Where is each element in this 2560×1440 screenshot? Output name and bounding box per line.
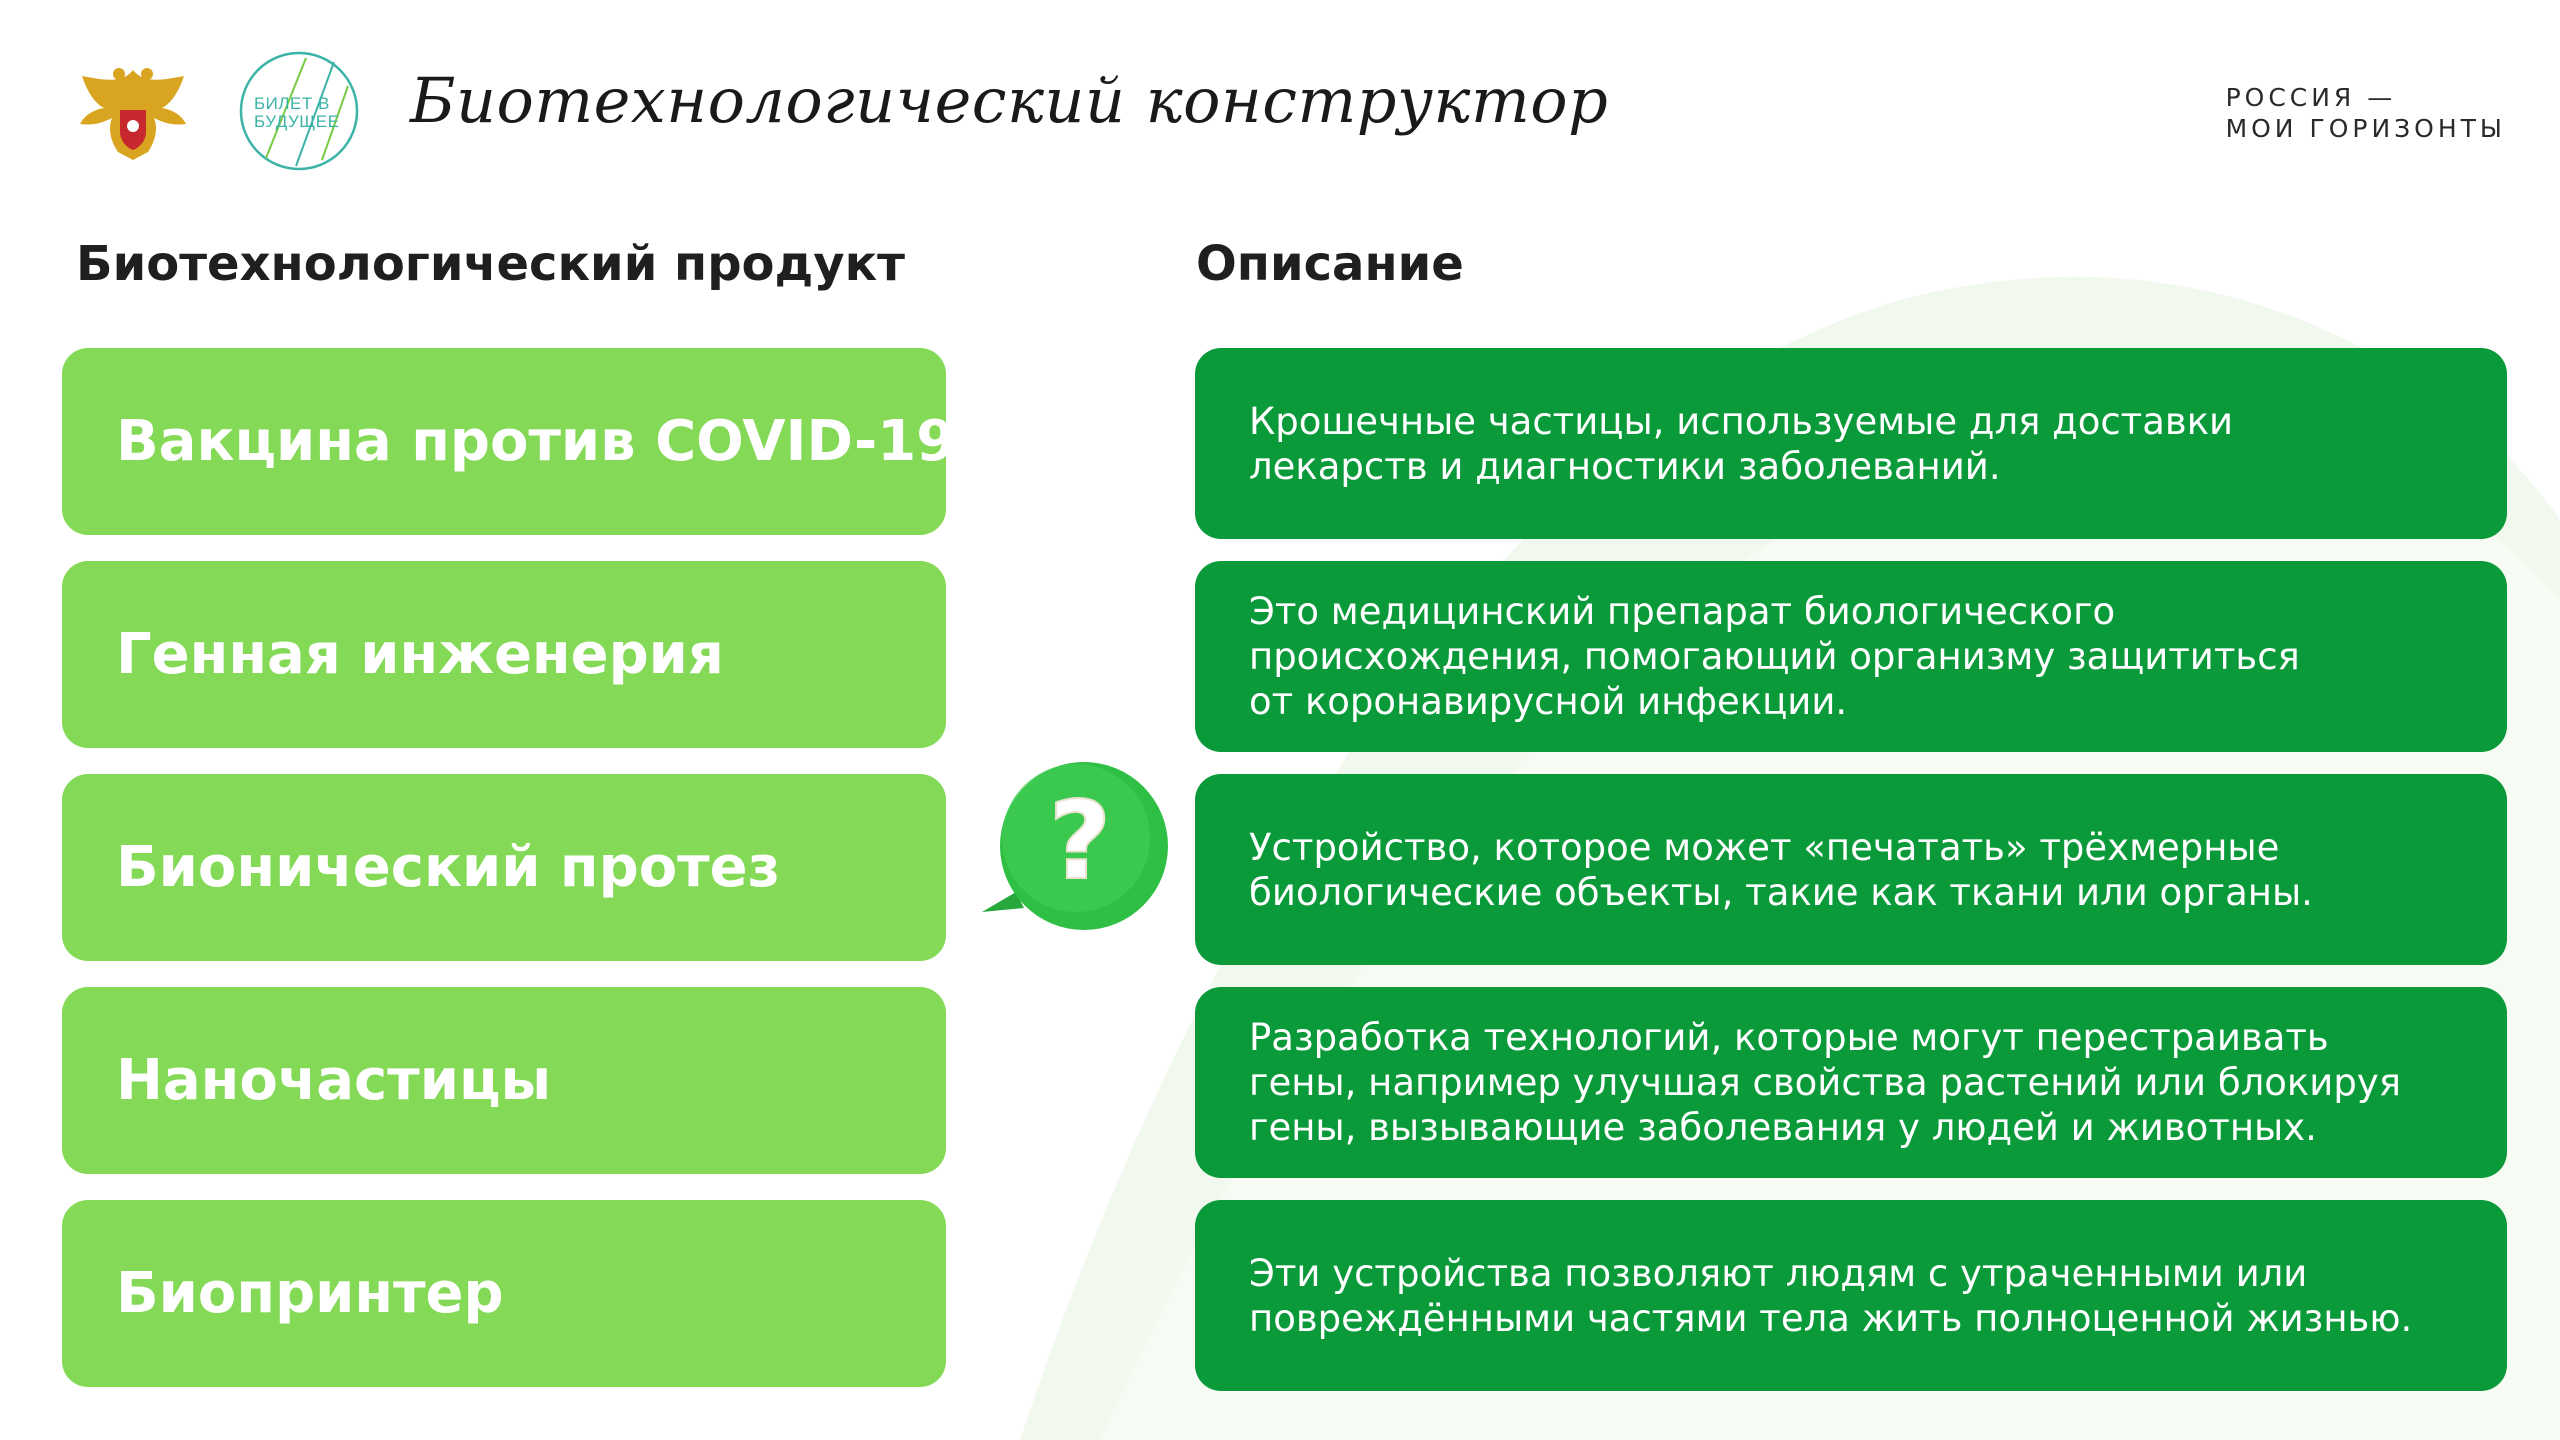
brand-line2: МОИ ГОРИЗОНТЫ: [2225, 114, 2506, 143]
description-text: Эти устройства позволяют людям с утраченными или повреждёнными частями тела жить полноценной жизнью.: [1249, 1251, 2413, 1340]
description-card[interactable]: [1195, 1200, 2507, 1391]
product-label: Генная инженерия: [116, 622, 724, 687]
description-text: Это медицинский препарат биологического происхождения, помогающий организму защититься от коронавирусной инфекции.: [1249, 590, 2300, 723]
product-card[interactable]: [62, 774, 946, 961]
question-bubble-icon: [976, 762, 1172, 930]
products-heading: Биотехнологический продукт: [76, 236, 905, 292]
ticket-logo-line1: БИЛЕТ В: [254, 94, 330, 113]
brand-line1: РОССИЯ —: [2225, 83, 2397, 112]
description-text: Разработка технологий, которые могут перестраивать гены, например улучшая свойства растений или блокируя гены, вызывающие заболевания у людей и животных.: [1249, 1016, 2401, 1149]
description-card[interactable]: [1195, 348, 2507, 539]
product-label: Вакцина против COVID-19: [116, 409, 956, 474]
product-card[interactable]: [62, 987, 946, 1174]
product-label: Наночастицы: [116, 1048, 552, 1113]
description-text: Крошечные частицы, используемые для доставки лекарств и диагностики заболеваний.: [1249, 399, 2234, 488]
question-mark: ?: [1048, 779, 1112, 904]
description-list: [1195, 348, 2507, 1413]
product-label: Биопринтер: [116, 1261, 504, 1326]
description-card[interactable]: [1195, 561, 2507, 752]
product-label: Бионический протез: [116, 835, 781, 900]
product-card[interactable]: [62, 561, 946, 748]
brand-logo: [2226, 82, 2506, 144]
product-list: [62, 348, 956, 1413]
descriptions-heading: Описание: [1196, 236, 1464, 292]
product-card[interactable]: [62, 1200, 946, 1387]
product-card[interactable]: [62, 348, 956, 535]
description-card[interactable]: [1195, 774, 2507, 965]
header: [0, 0, 2560, 200]
emblem-icon: [74, 62, 192, 166]
page-title: Биотехнологический конструктор: [410, 64, 1609, 137]
ticket-logo-icon: [236, 48, 362, 174]
description-text: Устройство, которое может «печатать» трёхмерные биологические объекты, такие как ткани или органы.: [1249, 825, 2313, 914]
description-card[interactable]: [1195, 987, 2507, 1178]
ticket-logo-line2: БУДУЩЕЕ: [254, 112, 340, 131]
